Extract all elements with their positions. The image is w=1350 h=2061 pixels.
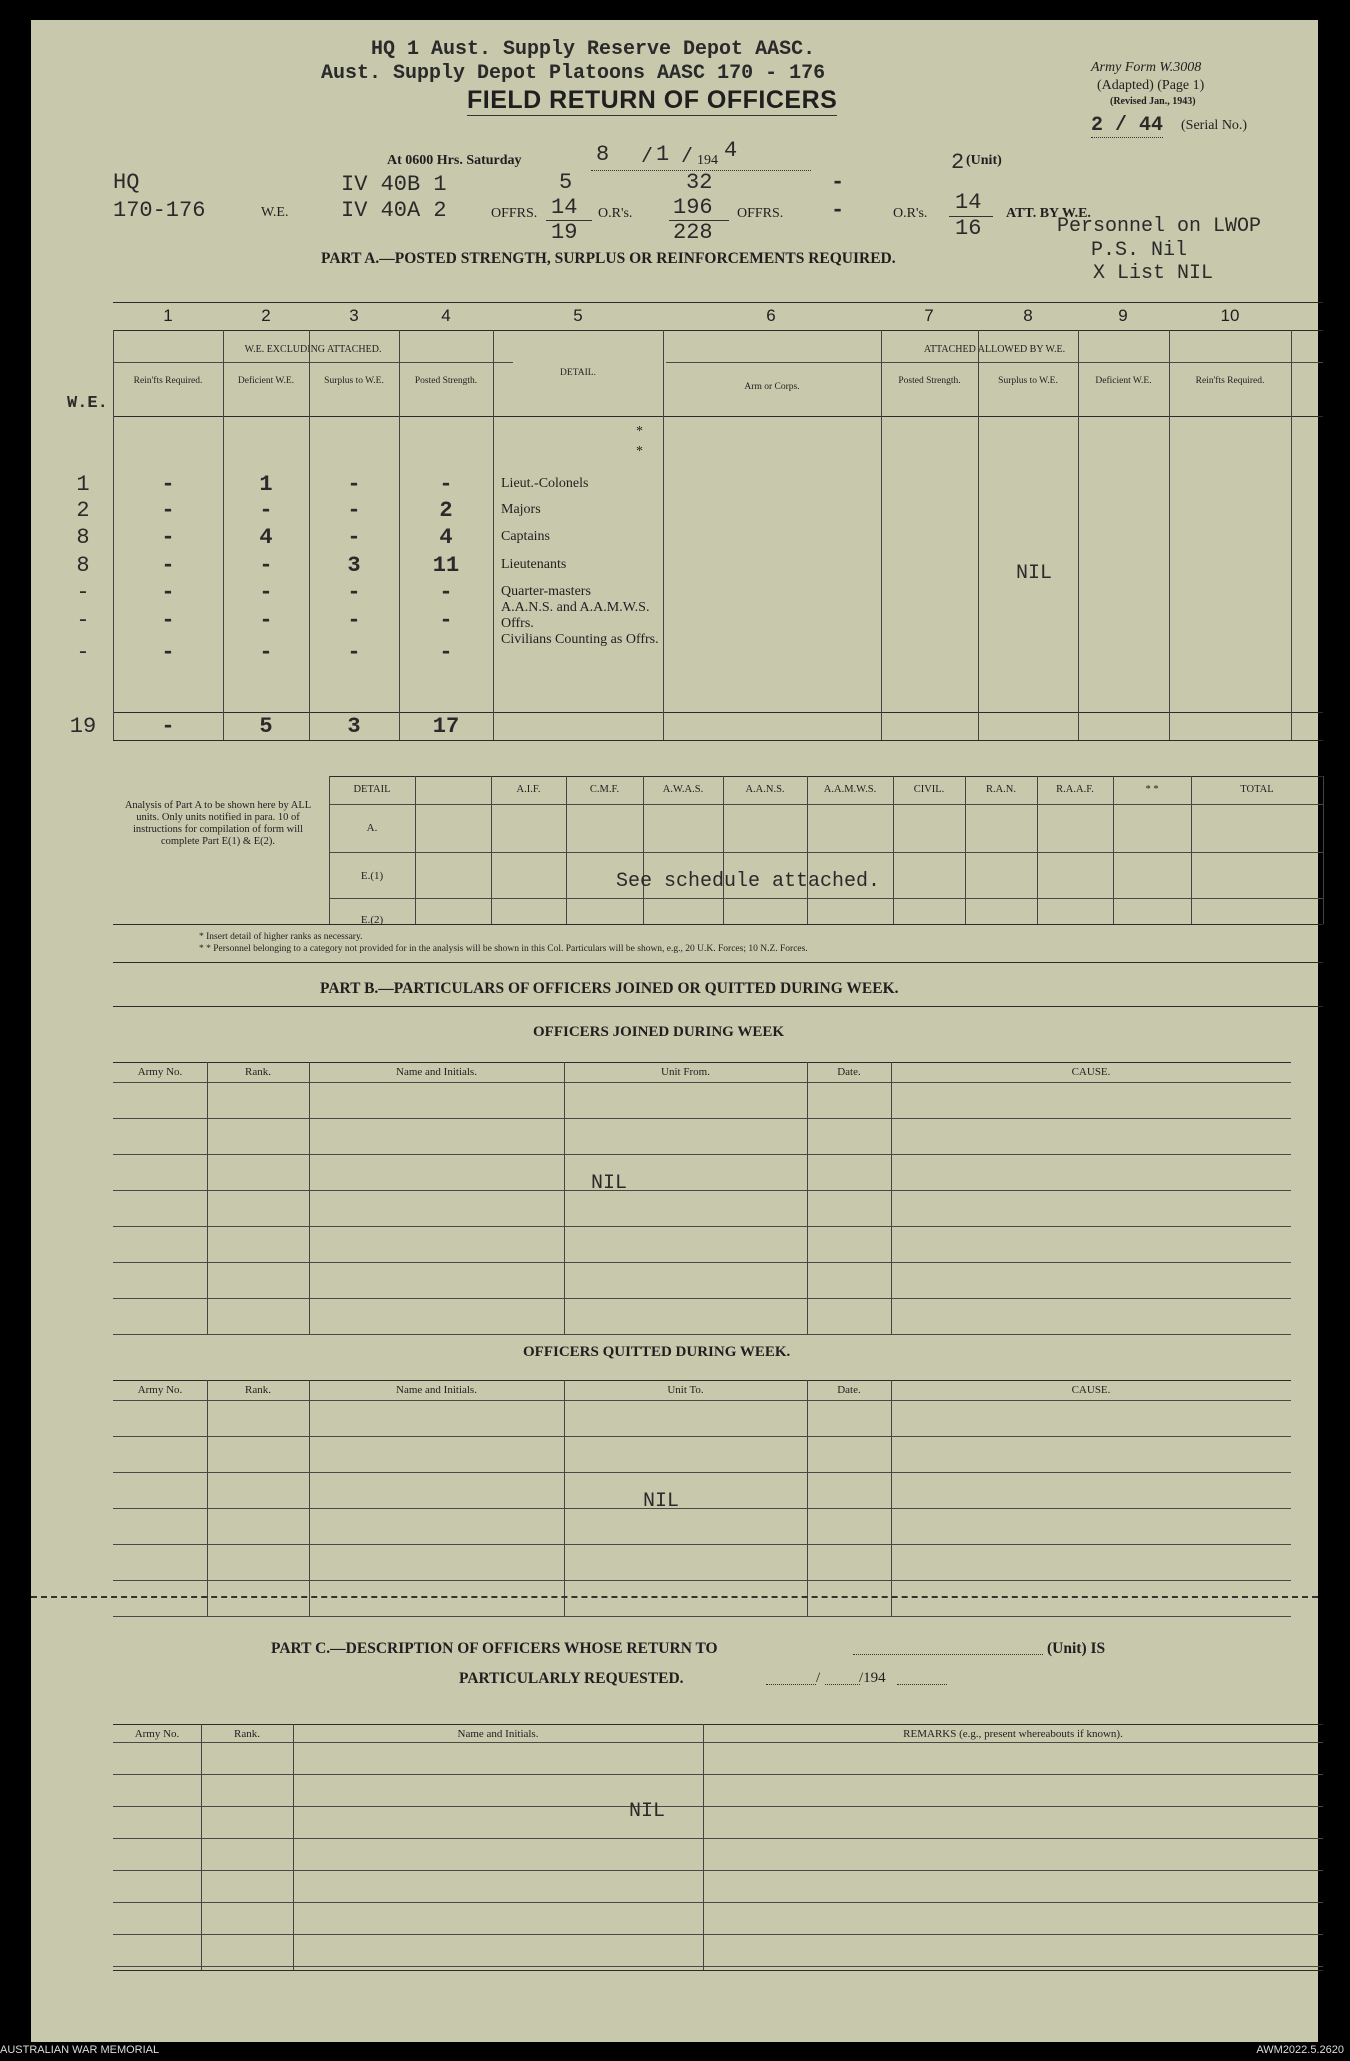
part-a-left-rule: [113, 330, 114, 740]
quitted-nil: NIL: [643, 1490, 680, 1513]
analysis-header-2: A.I.F.: [516, 784, 541, 795]
row-we: 2: [76, 498, 90, 523]
we-platoons: 170-176: [113, 198, 206, 223]
part-c-title-a: PART C.—DESCRIPTION OF OFFICERS WHOSE RETURN TO: [271, 1640, 718, 1657]
form-paper: HQ 1 Aust. Supply Reserve Depot AASC. Aust. Supply Depot Platoons AASC 170 - 176 FIELD RETURN OF OFFICERS Army Form W.3008 (Adapted) (Page 1) (Revised Jan., 1943) 2 / 44 (Serial No.) At 0600 Hrs. Saturday 8 / 1 / 194 4 2 (Unit) HQ 170-176 W.E. IV 40B 1 IV 40A 2 OFFRS. 5 14 19 O.R's. 32 196 228 OFFRS. - - O.R's. 14 16 ATT. BY W.E. Personnel on LWOP P.S. Nil X List NIL PART A.—POSTED STRENGTH, SURPLUS OR REINFORCEMENTS REQUIRED. 1 2 3 4 5 6 7 8 9 10 W.E. EXCLUDING ATTACHED. ATTACHED ALLOWED BY W.E. W.E. Rein'fts Required. Deficient W.E. Surplus to W.E. Posted Strength. DETAIL. Arm or Corps. Posted Strength. Surplus to W.E. Deficient W.E. Rein'fts Required. * * 1 - 1 - - Lieut.-Colonels 2 - - - 2 Majors 8 - 4 - 4 Captains 8 - - 3 11 Lieutenants - - - - - Quarter-masters - - - - - A.A.N.S. and A.A.M.W.S. Offrs. - - - - - Civilians Counting as Offrs. NIL 19 - 5 3 17 Analysis of Part A to be shown here by ALL units. Only units notified in para. 10 of instructions for compilation of form will complete Part E(1) & E(2). DETAIL A.I.F. C.M.F. A.W.A.S. A.A.N.S. A.A.M.W.S. CIVIL. R.A.N. R.A.A.F. * * TOTAL A. E.(1) E.(2) See schedule attached. * Insert detail of higher ranks as necessary. * * Personnel belonging to a category not provided for in the analysis will be shown in this Col. Particulars will be shown, e.g., 20 U.K. Forces; 10 N.Z. Forces. PART B.—PARTICULARS OF OFFICERS JOINED OR QUITTED DURING WEEK. OFFICERS JOINED DURING WEEK Army No. Rank. Name and Initials. Unit From. Date. CAUSE. NIL OFFICERS QUITTED DURING WEEK. Army No. Rank. Name and Initials. Unit To. Date. CAUSE. NIL PART C.—DESCRIPTION OF OFFICERS WHOSE RETURN TO (Unit) IS PARTICULARLY REQUESTED. / /194 Army No. Rank. Name and Initials. REMARKS (e.g., present whereabouts if known). NIL: [31, 20, 1318, 2042]
offrs-mid: 14: [551, 195, 578, 220]
part-c-row-rule: [113, 1806, 1323, 1807]
row-detail: Lieutenants: [501, 557, 567, 572]
column-header-5: DETAIL.: [560, 368, 596, 378]
total-c1: -: [161, 714, 175, 739]
table-header-0: Army No.: [137, 1384, 183, 1396]
table-header-2: Name and Initials.: [396, 1384, 477, 1396]
analysis-column-rule: [1037, 776, 1038, 924]
part-a-column-rule: [309, 330, 310, 740]
analysis-column-rule: [723, 776, 724, 924]
column-number-6: 6: [766, 306, 776, 325]
row-deficient: -: [259, 580, 273, 605]
part-c-title-c: PARTICULARLY REQUESTED.: [459, 1670, 684, 1687]
column-header-6: Arm or Corps.: [744, 382, 800, 392]
analysis-row-rule: [329, 852, 1323, 853]
totals-bottom-rule: [113, 740, 1323, 741]
row-deficient: -: [259, 498, 273, 523]
table-row-rule: [113, 1262, 1291, 1263]
table-top-rule: [113, 1062, 1291, 1063]
row-we: 8: [76, 525, 90, 550]
row-we: -: [76, 608, 90, 633]
part-a-column-rule: [1078, 330, 1079, 740]
table-row-rule: [113, 1616, 1291, 1617]
part-c-header-3: REMARKS (e.g., present whereabouts if known).: [903, 1728, 1123, 1740]
part-c-column-rule: [201, 1724, 202, 1970]
asterisk-2: *: [636, 444, 643, 459]
ps-note: P.S. Nil: [1091, 239, 1188, 262]
table-row-rule: [113, 1580, 1291, 1581]
xlist-note: X List NIL: [1093, 262, 1214, 285]
at-unit-value: 2: [951, 150, 965, 175]
analysis-header-3: C.M.F.: [589, 784, 620, 795]
analysis-header-11: TOTAL: [1240, 784, 1274, 795]
row-deficient: 4: [259, 525, 273, 550]
part-a-right-rule: [1291, 330, 1292, 740]
part-c-header-1: Rank.: [234, 1728, 260, 1740]
row-posted: 4: [439, 525, 453, 550]
analysis-header-10: * *: [1145, 784, 1159, 795]
column-header-7: Posted Strength.: [898, 376, 961, 386]
analysis-header-4: A.W.A.S.: [662, 784, 704, 795]
row-reinforcements: -: [161, 608, 175, 633]
column-header-10: Rein'fts Required.: [1195, 376, 1265, 386]
column-header-3: Surplus to W.E.: [324, 376, 384, 386]
row-surplus: -: [347, 640, 361, 665]
ors2-mid: 14: [955, 190, 982, 215]
offrs-label: OFFRS.: [491, 206, 538, 221]
at-day: 8: [596, 142, 610, 167]
analysis-header-9: R.A.A.F.: [1056, 784, 1094, 795]
footnote-1: * Insert detail of higher ranks as necessary.: [199, 932, 363, 942]
total-we: 19: [69, 714, 97, 739]
analysis-column-rule: [965, 776, 966, 924]
analysis-column-rule: [1323, 776, 1324, 924]
at-slash2: /: [681, 146, 694, 169]
part-c-top-rule: [113, 1724, 1323, 1725]
ors-top: 32: [686, 170, 713, 195]
column-number-9: 9: [1118, 306, 1128, 325]
table-header-1: Rank.: [245, 1066, 271, 1078]
part-b-title: PART B.—PARTICULARS OF OFFICERS JOINED OR QUITTED DURING WEEK.: [320, 980, 899, 997]
ors-bot: 228: [673, 220, 713, 245]
analysis-column-rule: [329, 776, 330, 924]
analysis-row-label: A.: [366, 822, 378, 834]
table-row-rule: [113, 1508, 1291, 1509]
row-deficient: -: [259, 553, 273, 578]
part-c-unit-blank: [853, 1654, 1043, 1655]
table-column-rule: [807, 1062, 808, 1334]
row-reinforcements: -: [161, 498, 175, 523]
table-column-rule: [207, 1380, 208, 1616]
form-revised: (Revised Jan., 1943): [1110, 96, 1196, 107]
unit-line-2: Aust. Supply Depot Platoons AASC 170 - 176: [321, 62, 826, 85]
table-header-rule: [113, 1400, 1291, 1401]
table-row-rule: [113, 1298, 1291, 1299]
table-header-5: CAUSE.: [1071, 1066, 1111, 1078]
analysis-column-rule: [1113, 776, 1114, 924]
footer-right: AWM2022.5.2620: [1256, 2044, 1344, 2056]
row-posted: -: [439, 608, 453, 633]
offrs-bot: 19: [551, 220, 578, 245]
part-c-header-rule: [113, 1742, 1323, 1743]
part-c-row-rule: [113, 1934, 1323, 1935]
analysis-column-rule: [1191, 776, 1192, 924]
joined-title: OFFICERS JOINED DURING WEEK: [533, 1024, 785, 1040]
analysis-header-rule: [329, 804, 1323, 805]
table-column-rule: [891, 1062, 892, 1334]
at-slash1: /: [641, 146, 654, 169]
we-iv40a: IV 40A 2: [341, 198, 447, 223]
table-header-2: Name and Initials.: [396, 1066, 477, 1078]
group-left-header: W.E. EXCLUDING ATTACHED.: [244, 344, 382, 355]
column-number-4: 4: [441, 306, 451, 325]
column-number-1: 1: [163, 306, 173, 325]
part-c-column-rule: [703, 1724, 704, 1970]
analysis-column-rule: [807, 776, 808, 924]
row-surplus: -: [347, 498, 361, 523]
part-a-column-rule: [978, 330, 979, 740]
at-year-prefix: 194: [697, 153, 718, 168]
part-b-title-rule: [113, 1006, 1323, 1007]
table-column-rule: [891, 1380, 892, 1616]
analysis-row-label: E.(2): [360, 914, 384, 926]
quitted-title: OFFICERS QUITTED DURING WEEK.: [523, 1344, 791, 1360]
tear-line: [31, 1596, 1318, 1598]
table-row-rule: [113, 1154, 1291, 1155]
serial-label: (Serial No.): [1181, 118, 1248, 133]
row-posted: -: [439, 472, 453, 497]
analysis-row-label: E.(1): [360, 870, 384, 882]
table-top-rule: [113, 1380, 1291, 1381]
we-dash1: -: [831, 170, 845, 195]
part-c-column-rule: [293, 1724, 294, 1970]
we-iv40b: IV 40B 1: [341, 172, 447, 197]
part-c-date-blank1: [766, 1684, 816, 1685]
table-row-rule: [113, 1226, 1291, 1227]
analysis-header-5: A.A.N.S.: [745, 784, 785, 795]
column-header-8: Surplus to W.E.: [998, 376, 1058, 386]
row-surplus: -: [347, 472, 361, 497]
form-adapted: (Adapted) (Page 1): [1097, 78, 1205, 93]
we-dash2: -: [831, 198, 845, 223]
at-line-prefix: At 0600 Hrs. Saturday: [387, 153, 522, 168]
table-header-4: Date.: [837, 1066, 861, 1078]
table-header-1: Rank.: [245, 1384, 271, 1396]
totals-top-rule: [113, 712, 1323, 713]
ors2-bot: 16: [955, 216, 982, 241]
group-right-header: ATTACHED ALLOWED BY W.E.: [923, 344, 1066, 355]
part-c-bottom-rule: [113, 1970, 1323, 1971]
ors2-label: O.R's.: [893, 206, 928, 221]
total-c2: 5: [259, 714, 273, 739]
row-posted: 11: [432, 553, 460, 578]
analysis-bottom-rule: [113, 924, 1323, 925]
table-row-rule: [113, 1334, 1291, 1335]
row-surplus: -: [347, 525, 361, 550]
row-detail: Captains: [501, 529, 550, 544]
row-we: 8: [76, 553, 90, 578]
part-a-title: PART A.—POSTED STRENGTH, SURPLUS OR REINFORCEMENTS REQUIRED.: [321, 250, 896, 267]
part-a-top-rule: [113, 302, 1323, 303]
table-header-5: CAUSE.: [1071, 1384, 1111, 1396]
table-header-3: Unit From.: [661, 1066, 710, 1078]
part-c-row-rule: [113, 1966, 1323, 1967]
lwop-note: Personnel on LWOP: [1057, 215, 1262, 238]
row-reinforcements: -: [161, 472, 175, 497]
column-number-5: 5: [573, 306, 583, 325]
offrs2-label: OFFRS.: [737, 206, 784, 221]
analysis-column-rule: [566, 776, 567, 924]
column-header-2: Deficient W.E.: [237, 376, 295, 386]
offrs-top: 5: [559, 170, 573, 195]
row-we: -: [76, 580, 90, 605]
analysis-header-6: A.A.M.W.S.: [823, 784, 877, 795]
row-detail: Lieut.-Colonels: [501, 476, 589, 491]
table-header-3: Unit To.: [667, 1384, 704, 1396]
part-c-row-rule: [113, 1838, 1323, 1839]
part-a-column-rule: [223, 330, 224, 740]
col-number-rule: [113, 330, 1323, 331]
table-column-rule: [207, 1062, 208, 1334]
table-row-rule: [113, 1472, 1291, 1473]
column-header-9: Deficient W.E.: [1095, 376, 1152, 386]
part-a-column-rule: [881, 330, 882, 740]
row-reinforcements: -: [161, 553, 175, 578]
group-right-rule: [666, 362, 1323, 363]
footer-left: AUSTRALIAN WAR MEMORIAL: [0, 2044, 160, 2056]
column-number-3: 3: [349, 306, 359, 325]
att-label: ATT. BY W.E.: [1006, 206, 1091, 221]
part-a-column-rule: [663, 330, 664, 740]
column-number-10: 10: [1220, 306, 1240, 325]
table-column-rule: [564, 1380, 565, 1616]
serial-value: 2 / 44: [1091, 114, 1164, 137]
column-number-8: 8: [1023, 306, 1033, 325]
row-posted: 2: [439, 498, 453, 523]
part-c-title-b: (Unit) IS: [1047, 1640, 1106, 1657]
table-header-4: Date.: [837, 1384, 861, 1396]
table-row-rule: [113, 1436, 1291, 1437]
row-detail: Majors: [501, 502, 541, 517]
row-we: -: [76, 640, 90, 665]
column-header-4: Posted Strength.: [414, 376, 478, 386]
row-posted: -: [439, 640, 453, 665]
header-bottom-rule: [113, 416, 1323, 417]
row-posted: -: [439, 580, 453, 605]
part-c-date-blank3: [897, 1684, 947, 1685]
attached-nil: NIL: [1016, 562, 1053, 585]
group-left-rule: [113, 362, 513, 363]
joined-nil: NIL: [591, 1172, 628, 1195]
part-c-header-2: Name and Initials.: [457, 1728, 539, 1740]
part-c-row-rule: [113, 1870, 1323, 1871]
analysis-column-rule: [491, 776, 492, 924]
column-number-2: 2: [261, 306, 271, 325]
part-c-row-rule: [113, 1902, 1323, 1903]
at-month: 1: [656, 142, 670, 167]
analysis-column-rule: [415, 776, 416, 924]
row-deficient: -: [259, 640, 273, 665]
part-c-nil: NIL: [629, 1800, 666, 1823]
asterisk-1: *: [636, 424, 643, 439]
column-header-1: Rein'fts Required.: [133, 376, 203, 386]
part-a-column-rule: [399, 330, 400, 740]
row-surplus: -: [347, 608, 361, 633]
analysis-header-8: R.A.N.: [985, 784, 1017, 795]
total-c3: 3: [347, 714, 361, 739]
row-detail: Quarter-masters: [501, 584, 591, 599]
table-row-rule: [113, 1118, 1291, 1119]
row-reinforcements: -: [161, 640, 175, 665]
total-c4: 17: [432, 714, 460, 739]
row-we: 1: [76, 472, 90, 497]
column-number-7: 7: [924, 306, 934, 325]
part-c-header-0: Army No.: [134, 1728, 180, 1740]
row-reinforcements: -: [161, 580, 175, 605]
we-column-label: W.E.: [67, 394, 108, 413]
we-hq: HQ: [113, 170, 140, 195]
row-detail: Civilians Counting as Offrs.: [501, 632, 659, 647]
part-c-date-194: /194: [859, 1670, 886, 1686]
form-title: FIELD RETURN OF OFFICERS: [467, 86, 838, 114]
at-year-digit: 4: [724, 138, 738, 163]
table-header-rule: [113, 1082, 1291, 1083]
analysis-note: Analysis of Part A to be shown here by ALL units. Only units notified in para. 10 of instructions for compilation of form will complete Part E(1) & E(2).: [124, 800, 312, 847]
part-a-column-rule: [493, 330, 494, 740]
table-column-rule: [309, 1380, 310, 1616]
part-c-date-blank2: [825, 1684, 860, 1685]
row-deficient: -: [259, 608, 273, 633]
ors-mid: 196: [673, 195, 713, 220]
analysis-header-0: DETAIL: [353, 784, 391, 795]
table-column-rule: [807, 1380, 808, 1616]
unit-line-1: HQ 1 Aust. Supply Reserve Depot AASC.: [371, 38, 816, 61]
analysis-column-rule: [893, 776, 894, 924]
table-row-rule: [113, 1190, 1291, 1191]
table-column-rule: [309, 1062, 310, 1334]
table-column-rule: [564, 1062, 565, 1334]
part-a-column-rule: [1169, 330, 1170, 740]
analysis-column-rule: [643, 776, 644, 924]
analysis-row-rule: [329, 898, 1323, 899]
row-surplus: -: [347, 580, 361, 605]
table-header-0: Army No.: [137, 1066, 183, 1078]
analysis-typed-note: See schedule attached.: [616, 870, 881, 893]
part-b-top-rule: [113, 962, 1323, 963]
analysis-header-7: CIVIL.: [913, 784, 945, 795]
we-label: W.E.: [261, 205, 289, 220]
row-deficient: 1: [259, 472, 273, 497]
ors-label: O.R's.: [598, 206, 633, 221]
row-detail: A.A.N.S. and A.A.M.W.S. Offrs.: [501, 600, 650, 631]
form-number: Army Form W.3008: [1091, 60, 1202, 75]
table-row-rule: [113, 1544, 1291, 1545]
at-unit-label: (Unit): [966, 153, 1002, 168]
row-reinforcements: -: [161, 525, 175, 550]
footnote-2: * * Personnel belonging to a category not provided for in the analysis will be shown in this Col. Particulars will be shown, e.g., 20 U.K. Forces; 10 N.Z. Forces.: [199, 944, 808, 954]
analysis-top-rule: [329, 776, 1323, 777]
row-surplus: 3: [347, 553, 361, 578]
part-c-row-rule: [113, 1774, 1323, 1775]
